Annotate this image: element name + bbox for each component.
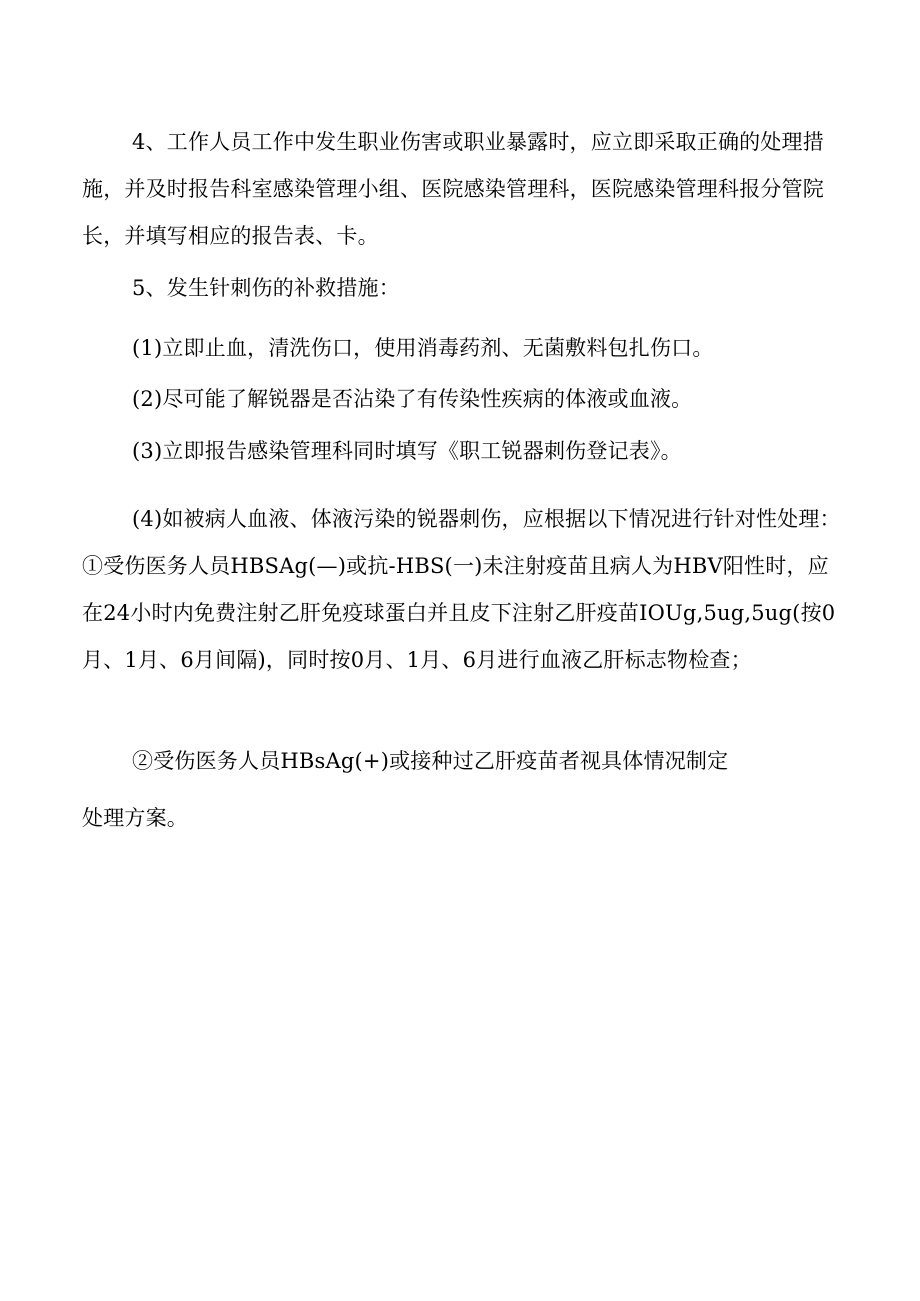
paragraph-step-4-case-2-continued: 处理方案。	[82, 806, 188, 830]
paragraph-needlestick-measures-heading: 5、发生针刺伤的补救措施：	[132, 276, 400, 300]
paragraph-step-3: (3)立即报告感染管理科同时填写《职工锐器刺伤登记表》。	[132, 439, 682, 463]
paragraph-step-1: (1)立即止血，清洗伤口，使用消毒药剂、无菌敷料包扎伤口。	[132, 336, 714, 360]
paragraph-occupational-exposure: 4、工作人员工作中发生职业伤害或职业暴露时，应立即采取正确的处理措施，并及时报告科室感染管理小组、医院感染管理科，医院感染管理科报分管院长，并填写相应的报告表、卡。	[82, 130, 824, 248]
paragraph-step-2: (2)尽可能了解锐器是否沾染了有传染性疾病的体液或血液。	[132, 387, 693, 411]
paragraph-step-4-case-2: ②受伤医务人员HBsAg(+)或接种过乙肝疫苗者视具体情况制定	[132, 749, 729, 773]
paragraph-step-4: (4)如被病人血液、体液污染的锐器刺伤，应根据以下情况进行针对性处理：①受伤医务人员HBSAg(—)或抗-HBS(一)未注射疫苗且病人为HBV阳性时，应在24小时内免费注射乙肝免疫球蛋白并且皮下注射乙肝疫苗IOUg,5ug,5ug(按0月、1月、6月间隔)，同时按0月、1月、6月进行血液乙肝标志物检查；	[82, 507, 841, 672]
